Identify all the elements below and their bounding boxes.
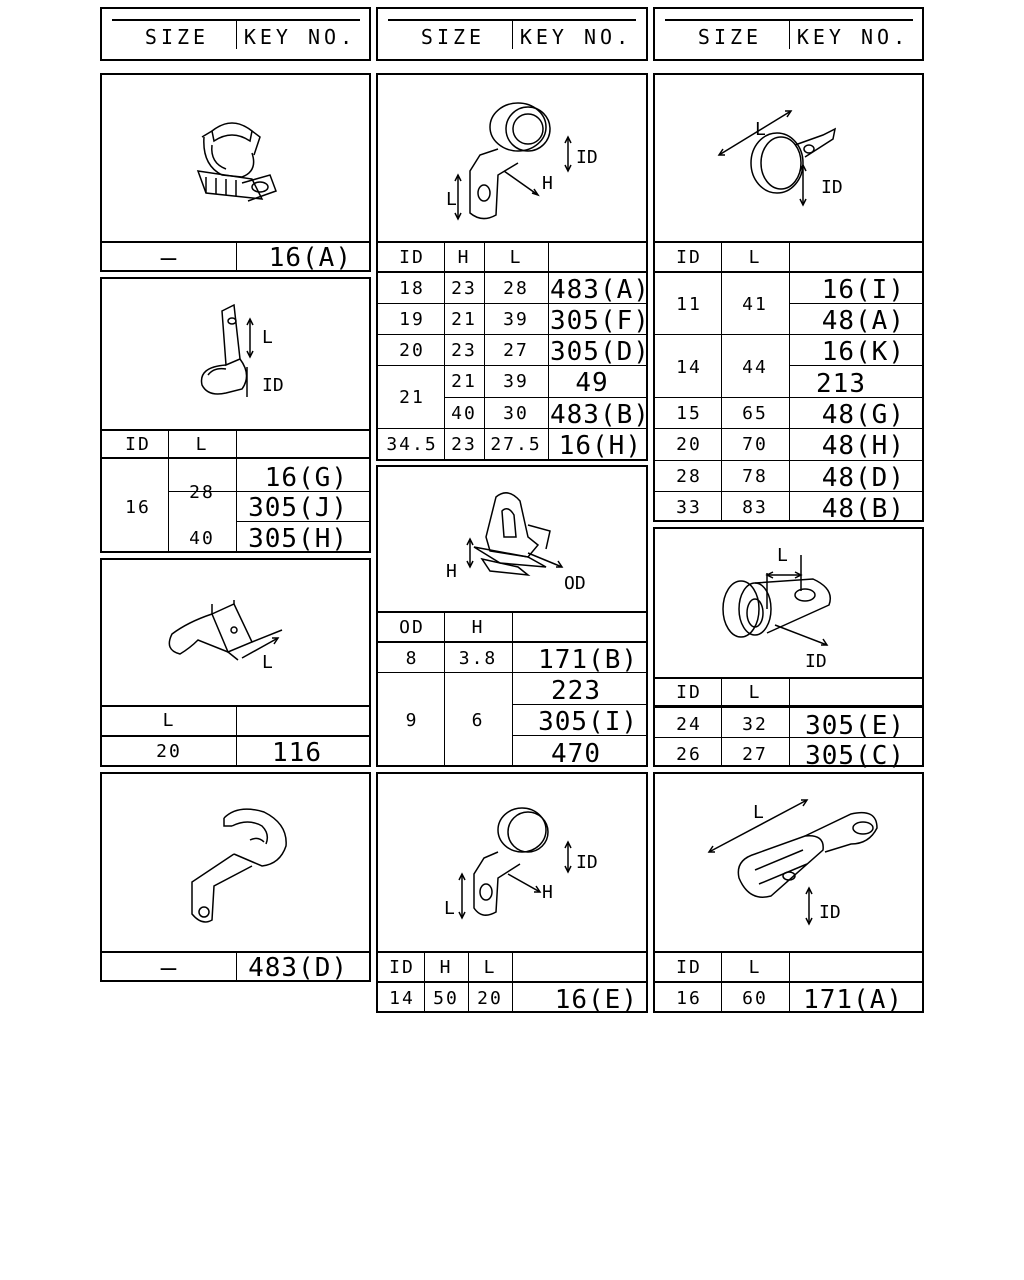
cell-od: 9 xyxy=(405,710,419,731)
key-no-value: 16(K) xyxy=(821,337,905,367)
key-no-value: 483(A) xyxy=(550,275,650,305)
cell-l: 20 xyxy=(477,988,503,1009)
col-id: ID xyxy=(676,957,702,978)
cell-l: 28 xyxy=(189,482,215,503)
cell-id: 24 xyxy=(676,714,702,735)
panel-open-clip-bracket xyxy=(100,772,371,982)
key-no-value: 305(F) xyxy=(550,306,650,336)
cell-l: 30 xyxy=(503,403,529,424)
cell-id: 16 xyxy=(676,988,702,1009)
col-l: L xyxy=(483,957,497,978)
key-no-value: 48(A) xyxy=(821,306,905,336)
cell-l: 27 xyxy=(503,340,529,361)
cell-h: 21 xyxy=(451,371,477,392)
cell-h: 50 xyxy=(433,988,459,1009)
cell-l: 39 xyxy=(503,371,529,392)
key-no-value: 16(I) xyxy=(821,275,905,305)
cell-id: 18 xyxy=(399,278,425,299)
cell-id: 16 xyxy=(125,497,151,518)
key-no-value: 48(B) xyxy=(821,494,905,524)
dim-id-label: ID xyxy=(576,852,598,873)
key-no-value: 305(D) xyxy=(550,337,650,367)
cell-id: 19 xyxy=(399,309,425,330)
key-no-header: KEY NO. xyxy=(796,25,910,49)
key-no-value: 171(A) xyxy=(803,985,903,1015)
dim-l-label: L xyxy=(755,119,766,140)
p-clip-bracket-figure xyxy=(378,75,646,241)
key-no-header: KEY NO. xyxy=(243,25,357,49)
cell-id: 26 xyxy=(676,744,702,765)
cell-l: 32 xyxy=(742,714,768,735)
cell-l: 40 xyxy=(189,528,215,549)
key-no-value: 470 xyxy=(551,739,601,769)
col-id: ID xyxy=(676,682,702,703)
dim-h-label: H xyxy=(542,882,553,903)
p-clip-tab-figure xyxy=(102,279,369,429)
key-no-value: 213 xyxy=(816,369,866,399)
dim-h-label: H xyxy=(446,561,457,582)
header-col1 xyxy=(100,7,371,61)
col-l: L xyxy=(509,247,523,268)
size-dash: — xyxy=(160,243,178,273)
panel-p-clip-bracket xyxy=(376,73,648,461)
cell-l: 60 xyxy=(742,988,768,1009)
key-no-value: 48(G) xyxy=(821,400,905,430)
key-no-value: 223 xyxy=(551,676,601,706)
header-col2 xyxy=(376,7,648,61)
dim-id-label: ID xyxy=(576,147,598,168)
key-no-value: 305(C) xyxy=(805,741,905,771)
dim-id-label: ID xyxy=(819,902,841,923)
dim-l-label: L xyxy=(262,327,273,348)
dim-id-label: ID xyxy=(805,651,827,672)
cell-id: 14 xyxy=(389,988,415,1009)
cell-l: 27.5 xyxy=(490,434,542,455)
cell-l: 39 xyxy=(503,309,529,330)
dim-h-label: H xyxy=(542,173,553,194)
long-strap-clip-figure xyxy=(655,774,922,951)
cell-id: 15 xyxy=(676,403,702,424)
dim-id-label: ID xyxy=(821,177,843,198)
cell-h: 6 xyxy=(471,710,485,731)
key-no-value: 305(E) xyxy=(805,711,905,741)
push-clip-figure xyxy=(378,467,646,611)
size-header: SIZE xyxy=(420,25,486,49)
bent-strap-figure xyxy=(102,560,369,705)
dim-l-label: L xyxy=(777,545,788,566)
key-no-value: 48(H) xyxy=(821,431,905,461)
cell-l: 41 xyxy=(742,294,768,315)
key-no-value: 16(E) xyxy=(554,985,638,1015)
key-no-value: 171(B) xyxy=(538,645,638,675)
panel-long-strap-clip xyxy=(653,772,924,1013)
col-l: L xyxy=(748,247,762,268)
panel-push-clip xyxy=(376,465,648,767)
col-id: ID xyxy=(676,247,702,268)
col-h: H xyxy=(439,957,453,978)
col-id: ID xyxy=(389,957,415,978)
cell-l: 78 xyxy=(742,466,768,487)
cell-id: 28 xyxy=(676,466,702,487)
dim-id-label: ID xyxy=(262,375,284,396)
key-no-value: 49 xyxy=(575,368,609,398)
size-header: SIZE xyxy=(144,25,210,49)
cell-h: 23 xyxy=(451,278,477,299)
panel-bent-strap xyxy=(100,558,371,767)
double-clip-figure xyxy=(655,529,922,677)
cell-l: 44 xyxy=(742,357,768,378)
cell-l: 70 xyxy=(742,434,768,455)
dim-l-label: L xyxy=(753,802,764,823)
key-no-value: 48(D) xyxy=(821,463,905,493)
dim-l-label: L xyxy=(446,189,457,210)
cell-h: 21 xyxy=(451,309,477,330)
dim-od-label: OD xyxy=(564,573,586,594)
cell-id: 20 xyxy=(676,434,702,455)
cell-id: 20 xyxy=(399,340,425,361)
cell-h: 3.8 xyxy=(458,648,498,669)
cell-id: 14 xyxy=(676,357,702,378)
key-no-value: 483(D) xyxy=(248,953,348,983)
header-col3 xyxy=(653,7,924,61)
panel-p-clip-bracket-small xyxy=(376,772,648,1013)
cell-l: 83 xyxy=(742,497,768,518)
p-clip-bracket-small-figure xyxy=(378,774,646,951)
key-no-value: 16(H) xyxy=(558,431,642,461)
col-id: ID xyxy=(125,434,151,455)
panel-ring-clip xyxy=(653,73,924,522)
cell-l: 65 xyxy=(742,403,768,424)
cell-id: 34.5 xyxy=(386,434,438,455)
col-l: L xyxy=(748,682,762,703)
panel-p-clip-tab xyxy=(100,277,371,553)
clip-nut-figure xyxy=(102,75,369,241)
size-header: SIZE xyxy=(697,25,763,49)
key-no-header: KEY NO. xyxy=(519,25,633,49)
cell-l: 28 xyxy=(503,278,529,299)
open-clip-bracket-figure xyxy=(102,774,369,951)
col-od: OD xyxy=(399,617,425,638)
key-no-value: 16(G) xyxy=(264,463,348,493)
cell-id: 33 xyxy=(676,497,702,518)
key-no-value: 305(I) xyxy=(538,707,638,737)
key-no-value: 483(B) xyxy=(550,400,650,430)
dim-l-label: L xyxy=(444,898,455,919)
cell-id: 11 xyxy=(676,294,702,315)
key-no-value: 116 xyxy=(272,738,322,768)
cell-l: 20 xyxy=(156,741,182,762)
cell-od: 8 xyxy=(405,648,419,669)
ring-clip-figure xyxy=(655,75,922,241)
key-no-value: 305(H) xyxy=(248,524,348,554)
col-h: H xyxy=(457,247,471,268)
key-no-value: 305(J) xyxy=(248,493,348,523)
cell-h: 23 xyxy=(451,434,477,455)
cell-h: 40 xyxy=(451,403,477,424)
dim-l-label: L xyxy=(262,652,273,673)
col-l: L xyxy=(162,710,176,731)
cell-id: 21 xyxy=(399,387,425,408)
key-no-value: 16(A) xyxy=(268,243,352,273)
cell-l: 27 xyxy=(742,744,768,765)
panel-double-clip xyxy=(653,527,924,771)
col-l: L xyxy=(748,957,762,978)
panel-clip-nut xyxy=(100,73,371,272)
col-l: L xyxy=(195,434,209,455)
size-dash: — xyxy=(160,953,178,983)
col-id: ID xyxy=(399,247,425,268)
cell-h: 23 xyxy=(451,340,477,361)
col-h: H xyxy=(471,617,485,638)
